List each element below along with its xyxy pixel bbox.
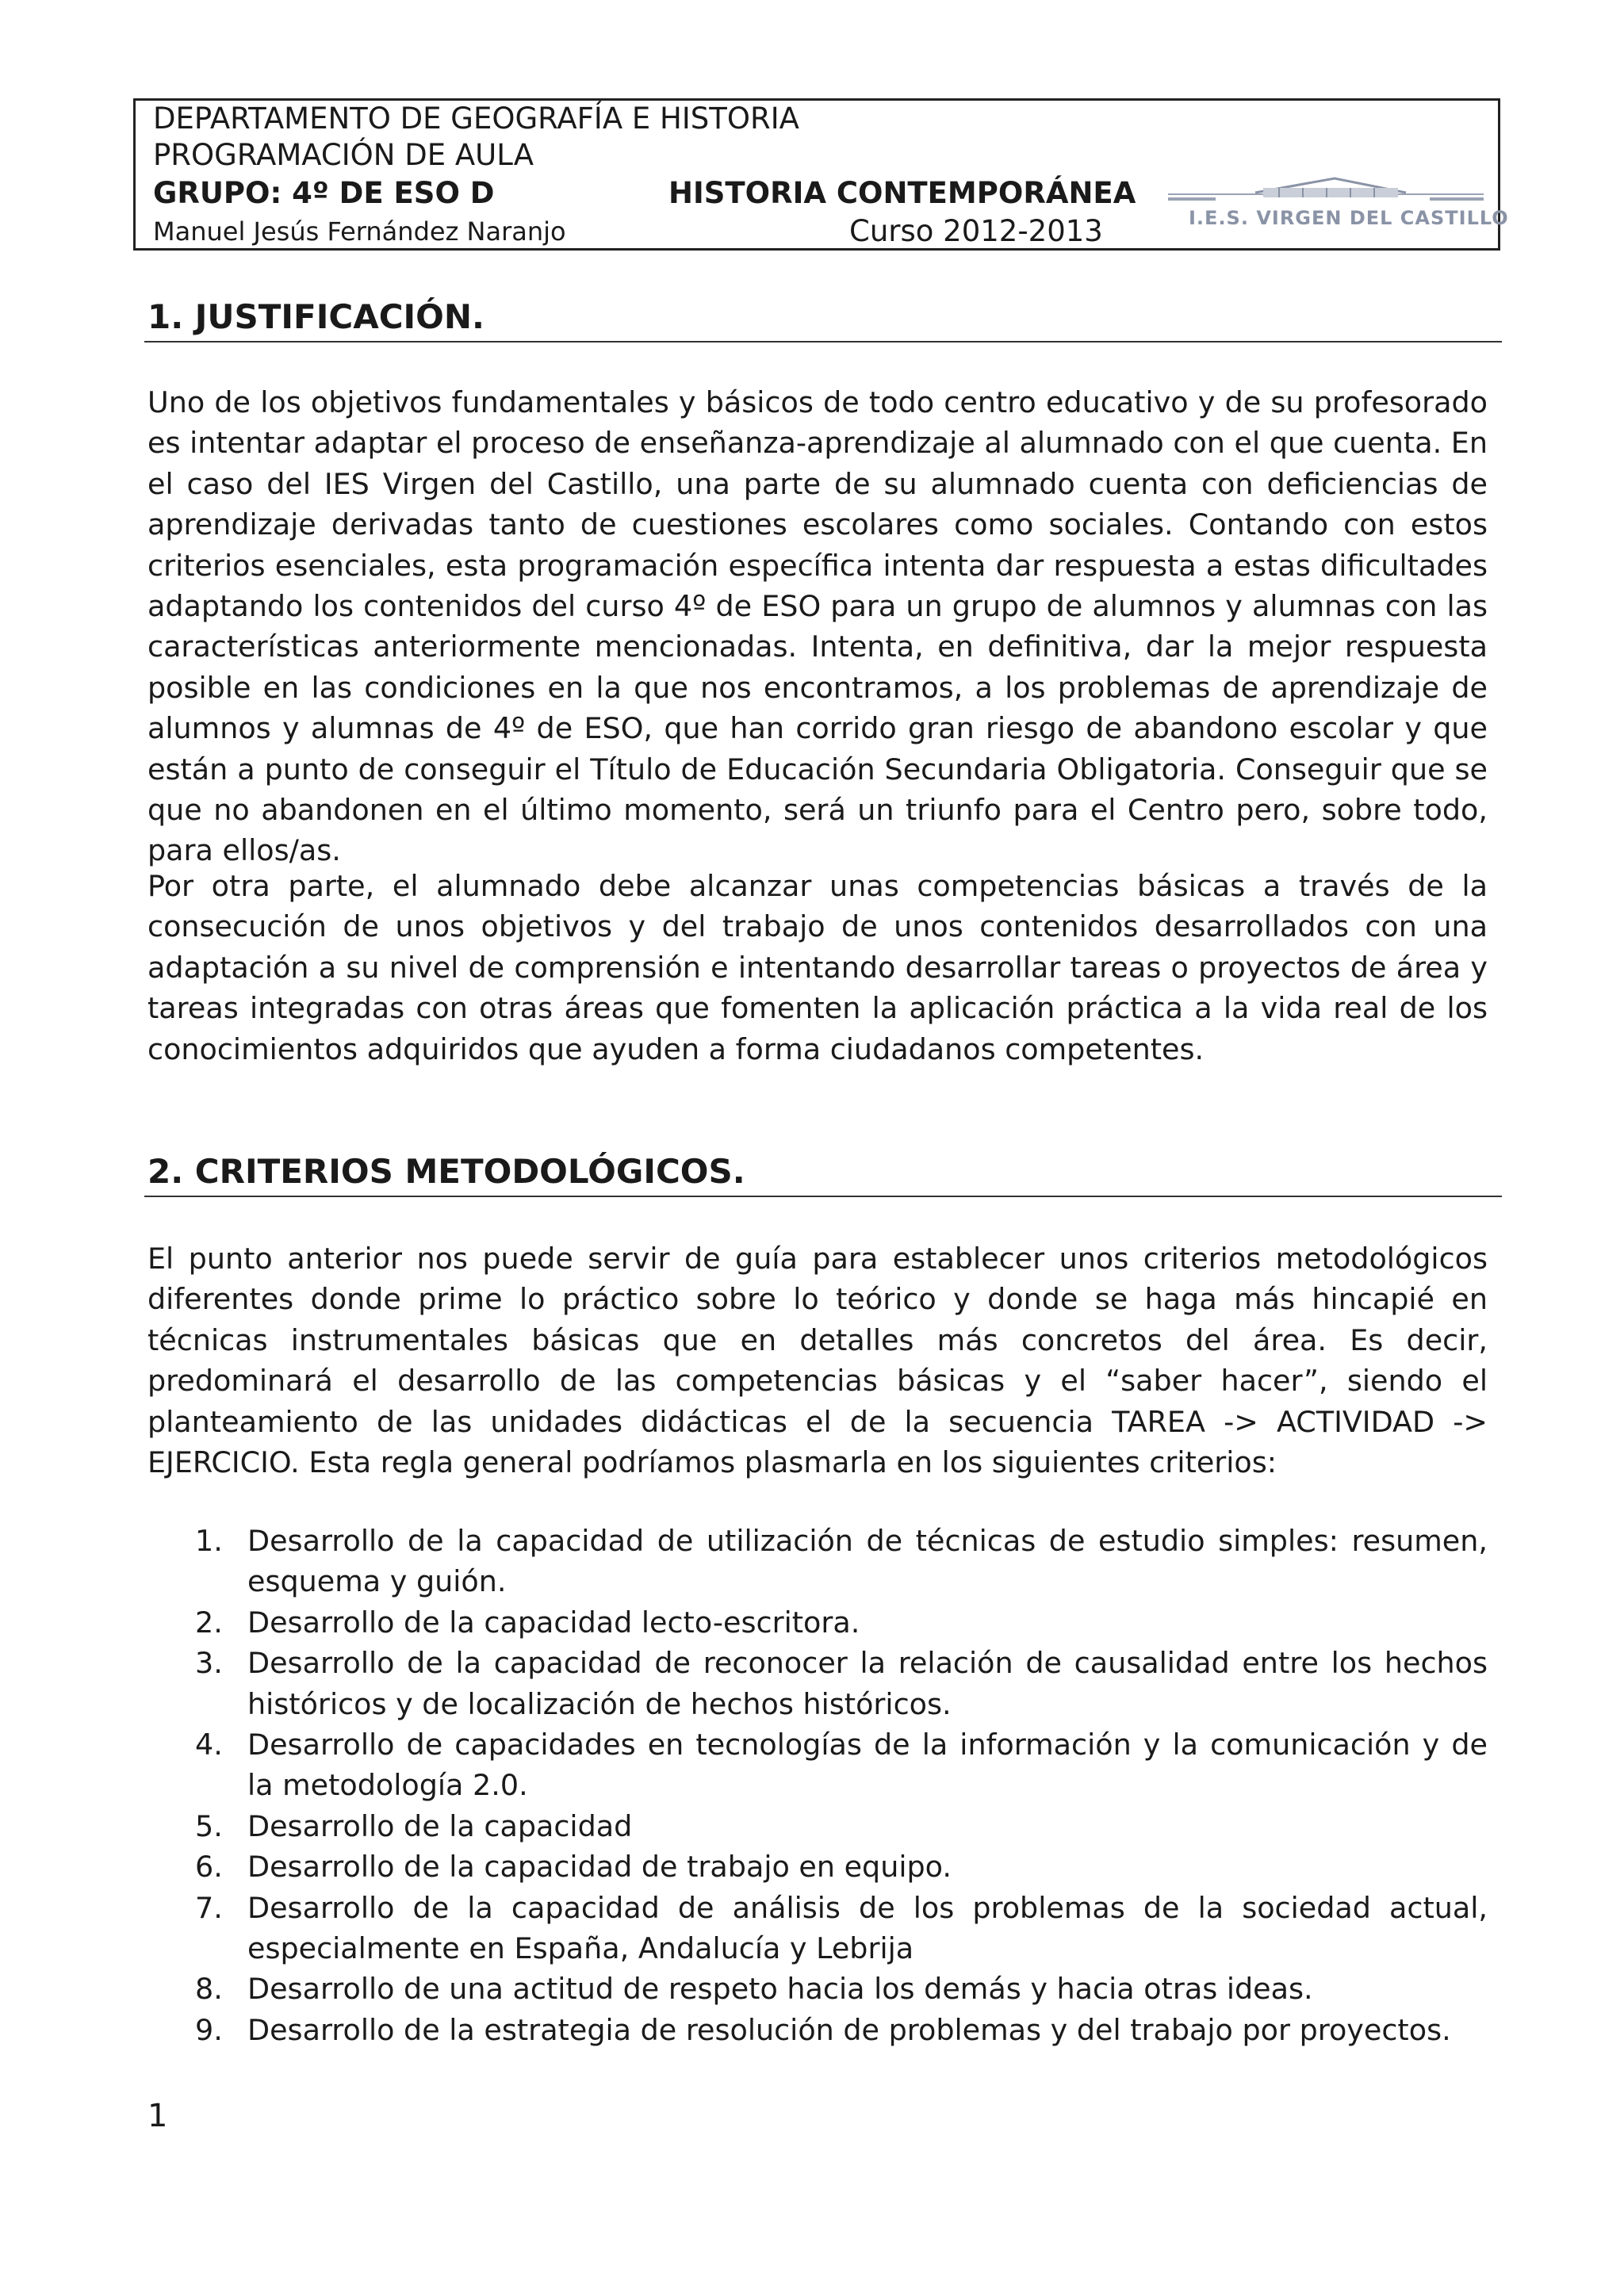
page-header <box>133 98 1509 251</box>
school-building-icon <box>1168 170 1484 207</box>
section-1-paragraph-1: Uno de los objetivos fundamentales y básicos de todo centro educativo y de su profesorado es intentar adaptar el proceso de enseñanza-aprendizaje al alumnado con el que cuenta. En el caso del IES Virgen del Castillo, una parte de su alumnado cuenta con deficiencias de aprendizaje derivadas tanto de cuestiones escolares como sociales. Contando con estos criterios esenciales, esta programación específica intenta dar respuesta a estas dificultades adaptando los contenidos del curso 4º de ESO para un grupo de alumnos y alumnas con las características anteriormente mencionadas. Intenta, en definitiva, dar la mejor respuesta posible en las condiciones en la que nos encontramos, a los problemas de aprendizaje de alumnos y alumnas de 4º de ESO, que han corrido gran riesgo de abandono escolar y que están a punto de conseguir el Título de Educación Secundaria Obligatoria. Conseguir que se que no abandonen en el último momento, será un triunfo para el Centro pero, sobre todo, para ellos/as. <box>147 385 1488 868</box>
list-item-number: 2. <box>195 1605 223 1640</box>
section-1-title: 1. JUSTIFICACIÓN. <box>147 297 485 336</box>
list-item <box>147 1643 1488 1724</box>
list-item <box>147 1888 1488 1969</box>
list-item <box>147 2010 1488 2050</box>
list-item-number: 4. <box>195 1728 223 1762</box>
program-label: PROGRAMACIÓN DE AULA <box>153 138 534 172</box>
list-item-number: 9. <box>195 2012 223 2047</box>
school-logo <box>1168 170 1509 240</box>
list-item-text: Desarrollo de la capacidad de análisis de los problemas de la sociedad actual, especialmente en España, Andalucía y Lebrija <box>247 1890 1488 1966</box>
list-item-number: 1. <box>195 1524 223 1558</box>
section-1-divider <box>144 341 1502 342</box>
list-item <box>147 1846 1488 1887</box>
list-item-number: 3. <box>195 1646 223 1681</box>
list-item <box>147 1602 1488 1643</box>
list-item <box>147 1806 1488 1846</box>
list-item-number: 7. <box>195 1890 223 1925</box>
list-item-number: 5. <box>195 1808 223 1843</box>
criteria-list <box>147 1521 1488 2050</box>
subject-label: HISTORIA CONTEMPORÁNEA <box>668 176 1136 210</box>
list-item-text: Desarrollo de la capacidad de reconocer la relación de causalidad entre los hechos históricos y de localización de hechos históricos. <box>247 1646 1488 1721</box>
list-item-number: 8. <box>195 1972 223 2007</box>
list-item-number: 6. <box>195 1850 223 1885</box>
course-label: Curso 2012-2013 <box>849 214 1103 248</box>
author-label: Manuel Jesús Fernández Naranjo <box>153 216 566 247</box>
group-label: GRUPO: 4º DE ESO D <box>153 176 495 210</box>
list-item <box>147 1969 1488 2009</box>
list-item-text: Desarrollo de la capacidad <box>247 1808 633 1843</box>
section-2-paragraph-1: El punto anterior nos puede servir de guía para establecer unos criterios metodológicos diferentes donde prime lo práctico sobre lo teórico y donde se haga más hincapié en técnicas instrumentales básicas que en detalles más concretos del área. Es decir, predominará el desarrollo de las competencias básicas y el “saber hacer”, siendo el planteamiento de las unidades didácticas el de la secuencia TAREA -> ACTIVIDAD -> EJERCICIO. Esta regla general podríamos plasmarla en los siguientes criterios: <box>147 1242 1488 1480</box>
list-item <box>147 1724 1488 1806</box>
list-item-text: Desarrollo de la estrategia de resolución de problemas y del trabajo por proyectos. <box>247 2012 1451 2047</box>
section-1-paragraph-2: Por otra parte, el alumnado debe alcanzar unas competencias básicas a través de la consecución de unos objetivos y del trabajo de unos contenidos desarrollados con una adaptación a su nivel de comprensión e intentando desarrollar tareas o proyectos de área y tareas integradas con otras áreas que fomenten la aplicación práctica a la vida real de los conocimientos adquiridos que ayuden a forma ciudadanos competentes. <box>147 869 1488 1066</box>
list-item <box>147 1521 1488 1602</box>
section-2-title: 2. CRITERIOS METODOLÓGICOS. <box>147 1152 745 1191</box>
list-item-text: Desarrollo de la capacidad lecto-escritora. <box>247 1605 860 1640</box>
list-item-text: Desarrollo de la capacidad de trabajo en equipo. <box>247 1850 952 1885</box>
department-label: DEPARTAMENTO DE GEOGRAFÍA E HISTORIA <box>153 101 799 136</box>
list-item-text: Desarrollo de una actitud de respeto hacia los demás y hacia otras ideas. <box>247 1972 1313 2007</box>
list-item-text: Desarrollo de la capacidad de utilización de técnicas de estudio simples: resumen, esquema y guión. <box>247 1524 1488 1599</box>
page-number: 1 <box>147 2098 168 2134</box>
section-2-divider <box>144 1196 1502 1197</box>
list-item-text: Desarrollo de capacidades en tecnologías de la información y la comunicación y de la metodología 2.0. <box>247 1728 1488 1803</box>
logo-text: I.E.S. VIRGEN DEL CASTILLO <box>1189 207 1509 229</box>
